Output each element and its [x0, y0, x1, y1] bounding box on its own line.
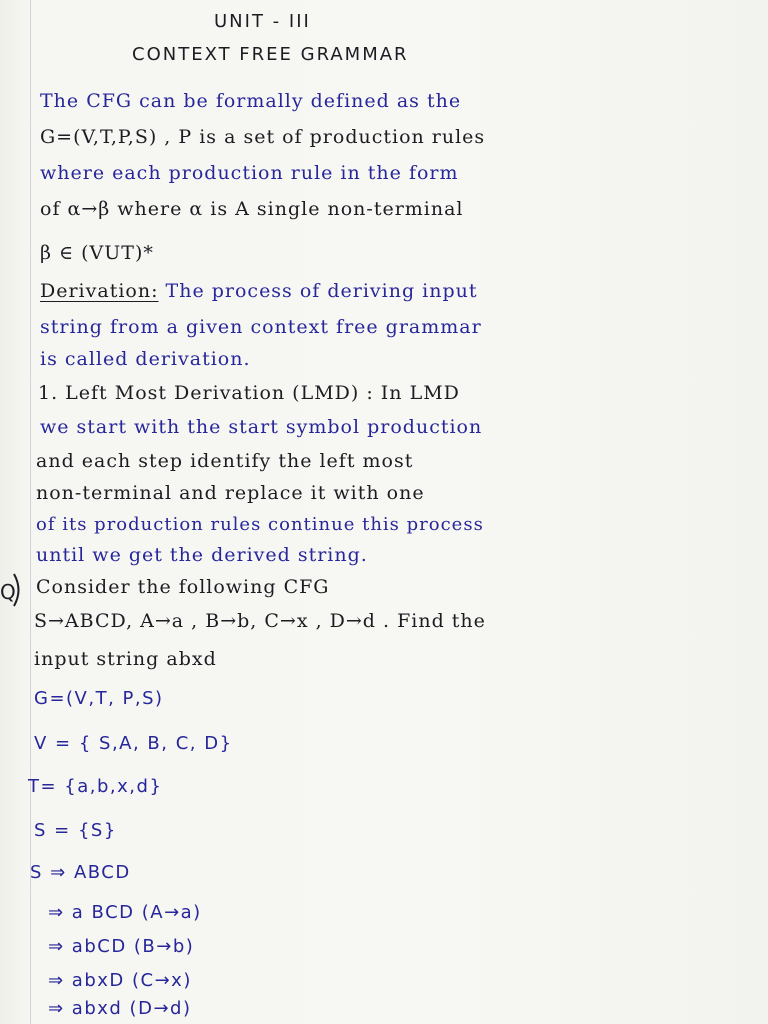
- question-line: Consider the following CFG: [36, 576, 330, 598]
- lmd-line: of its production rules continue this process: [36, 514, 484, 535]
- derivation-step: ⇒ abxD (C→x): [48, 970, 192, 991]
- page-title: CONTEXT FREE GRAMMAR: [132, 44, 409, 65]
- solution-line: T= {a,b,x,d}: [28, 776, 163, 797]
- solution-line: V = { S,A, B, C, D}: [34, 733, 233, 754]
- definition-line: G=(V,T,P,S) , P is a set of production rules: [40, 126, 486, 148]
- derivation-row: [40, 282, 478, 301]
- derivation-line: is called derivation.: [40, 348, 251, 370]
- derivation-line: string from a given context free grammar: [40, 316, 482, 338]
- question-line: input string abxd: [34, 648, 217, 670]
- definition-line: The CFG can be formally defined as the: [40, 90, 462, 112]
- derivation-step: ⇒ abCD (B→b): [48, 936, 195, 957]
- derivation-step: ⇒ a BCD (A→a): [48, 902, 202, 923]
- solution-line: G=(V,T, P,S): [34, 688, 164, 709]
- solution-line: S ⇒ ABCD: [30, 862, 131, 883]
- question-line: S→ABCD, A→a , B→b, C→x , D→d . Find the: [34, 610, 486, 632]
- lmd-line: until we get the derived string.: [36, 544, 368, 566]
- question-marker: Q: [0, 580, 16, 604]
- definition-line: of α→β where α is A single non-terminal: [40, 198, 464, 220]
- lmd-line: 1. Left Most Derivation (LMD) : In LMD: [38, 382, 460, 404]
- derivation-text: The process of deriving input: [165, 280, 478, 302]
- question-bracket-icon: [12, 572, 24, 608]
- lmd-line: and each step identify the left most: [36, 450, 414, 472]
- solution-line: S = {S}: [34, 820, 117, 841]
- derivation-label: Derivation:: [40, 280, 159, 302]
- unit-heading: UNIT - III: [214, 11, 311, 32]
- definition-line: β ∈ (VUT)*: [40, 242, 154, 264]
- lmd-line: non-terminal and replace it with one: [36, 482, 425, 504]
- lmd-line: we start with the start symbol production: [40, 416, 483, 438]
- derivation-step: ⇒ abxd (D→d): [48, 998, 192, 1019]
- definition-line: where each production rule in the form: [40, 162, 459, 184]
